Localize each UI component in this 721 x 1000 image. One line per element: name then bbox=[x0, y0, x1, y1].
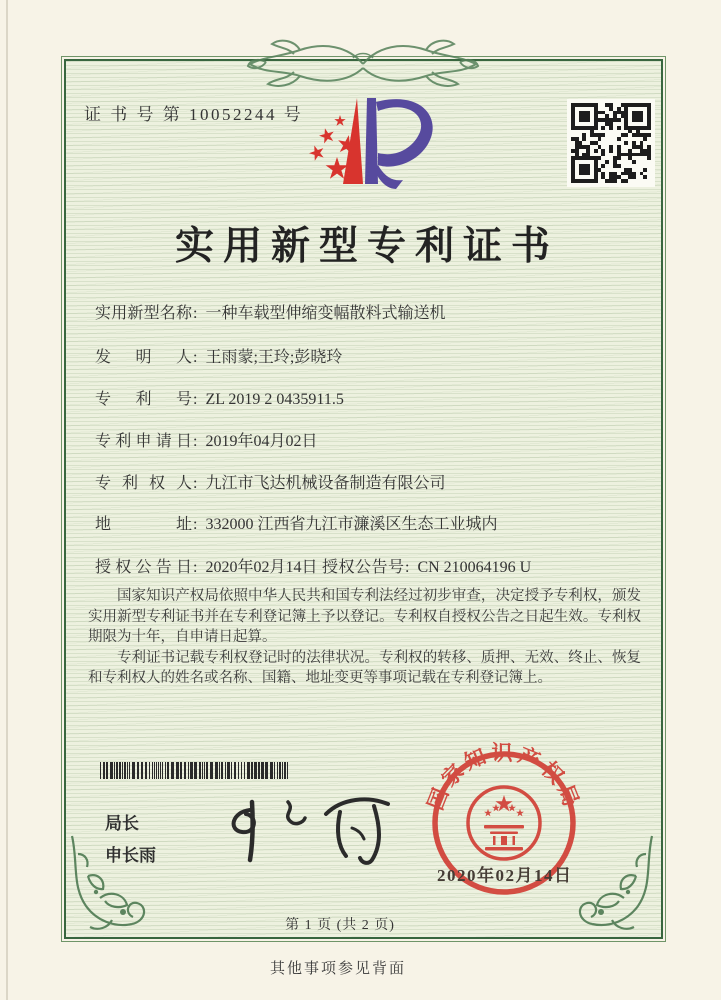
field-row-patentee: 专利权人: 九江市飞达机械设备制造有限公司 bbox=[95, 470, 660, 493]
field-value: 2020年02月14日 bbox=[205, 559, 318, 576]
field-label: 授权公告号 bbox=[322, 559, 404, 576]
field-value: ZL 2019 2 0435911.5 bbox=[205, 391, 344, 408]
field-pair-grant-number: 授权公告号: CN 210064196 U bbox=[322, 554, 531, 577]
field-value: 332000 江西省九江市濂溪区生态工业城内 bbox=[205, 516, 498, 533]
field-row-patent-number: 专利号: ZL 2019 2 0435911.5 bbox=[95, 386, 660, 409]
field-label: 专利权人 bbox=[95, 475, 192, 492]
field-label: 授权公告日 bbox=[95, 559, 192, 576]
back-note: 其他事项参见背面 bbox=[269, 961, 406, 977]
field-label: 专利申请日 bbox=[95, 433, 192, 450]
field-value: 王雨蒙;王玲;彭晓玲 bbox=[205, 349, 343, 366]
director-title: 局长 bbox=[105, 814, 139, 833]
page-number: 第 1 页 (共 2 页) bbox=[285, 918, 395, 933]
field-value: 2019年04月02日 bbox=[205, 433, 318, 450]
certificate-title: 实用新型专利证书 bbox=[174, 225, 559, 268]
field-row-grant: 授权公告日: 2020年02月14日 授权公告号: CN 210064196 U bbox=[95, 554, 660, 577]
legal-paragraph-2: 专利证书记载专利权登记时的法律状况。专利权的转移、质押、无效、终止、恢复和专利权人的姓名或名称、国籍、地址变更等事项记载在专利登记簿上。 bbox=[88, 649, 641, 686]
director-block bbox=[105, 808, 156, 872]
field-label: 地址 bbox=[95, 516, 192, 533]
director-signature bbox=[192, 776, 402, 876]
field-row-inventors: 发明人: 王雨蒙;王玲;彭晓玲 bbox=[95, 344, 660, 367]
field-value: 一种车载型伸缩变幅散料式输送机 bbox=[205, 305, 446, 322]
field-label: 实用新型名称 bbox=[95, 305, 192, 322]
field-row-utility-model-name: 实用新型名称: 一种车载型伸缩变幅散料式输送机 bbox=[95, 300, 660, 323]
director-name: 申长雨 bbox=[105, 846, 156, 865]
legal-body-text bbox=[88, 586, 641, 689]
field-label: 专利号 bbox=[95, 391, 192, 408]
legal-paragraph-1: 国家知识产权局依照中华人民共和国专利法经过初步审查，决定授予专利权，颁发实用新型专利证书并在专利登记簿上予以登记。专利权自授权公告之日起生效。专利权期限为十年，自申请日起算。 bbox=[88, 588, 641, 645]
top-flourish-ornament bbox=[236, 34, 490, 94]
certificate-number: 证 书 号 第 10052244 号 bbox=[84, 105, 304, 124]
national-emblem bbox=[468, 787, 540, 859]
seal-date: 2020年02月14日 bbox=[437, 866, 573, 885]
field-value: CN 210064196 U bbox=[417, 559, 532, 576]
field-row-address: 地址: 332000 江西省九江市濂溪区生态工业城内 bbox=[95, 511, 660, 534]
scan-edge-artifact bbox=[6, 0, 8, 1000]
qr-code bbox=[567, 99, 655, 187]
field-row-filing-date: 专利申请日: 2019年04月02日 bbox=[95, 428, 660, 451]
seal-agency-text: 国家知识产权局 bbox=[423, 741, 585, 814]
cnipa-logo bbox=[283, 92, 453, 207]
field-label: 发明人 bbox=[95, 349, 192, 366]
field-value: 九江市飞达机械设备制造有限公司 bbox=[205, 475, 446, 492]
